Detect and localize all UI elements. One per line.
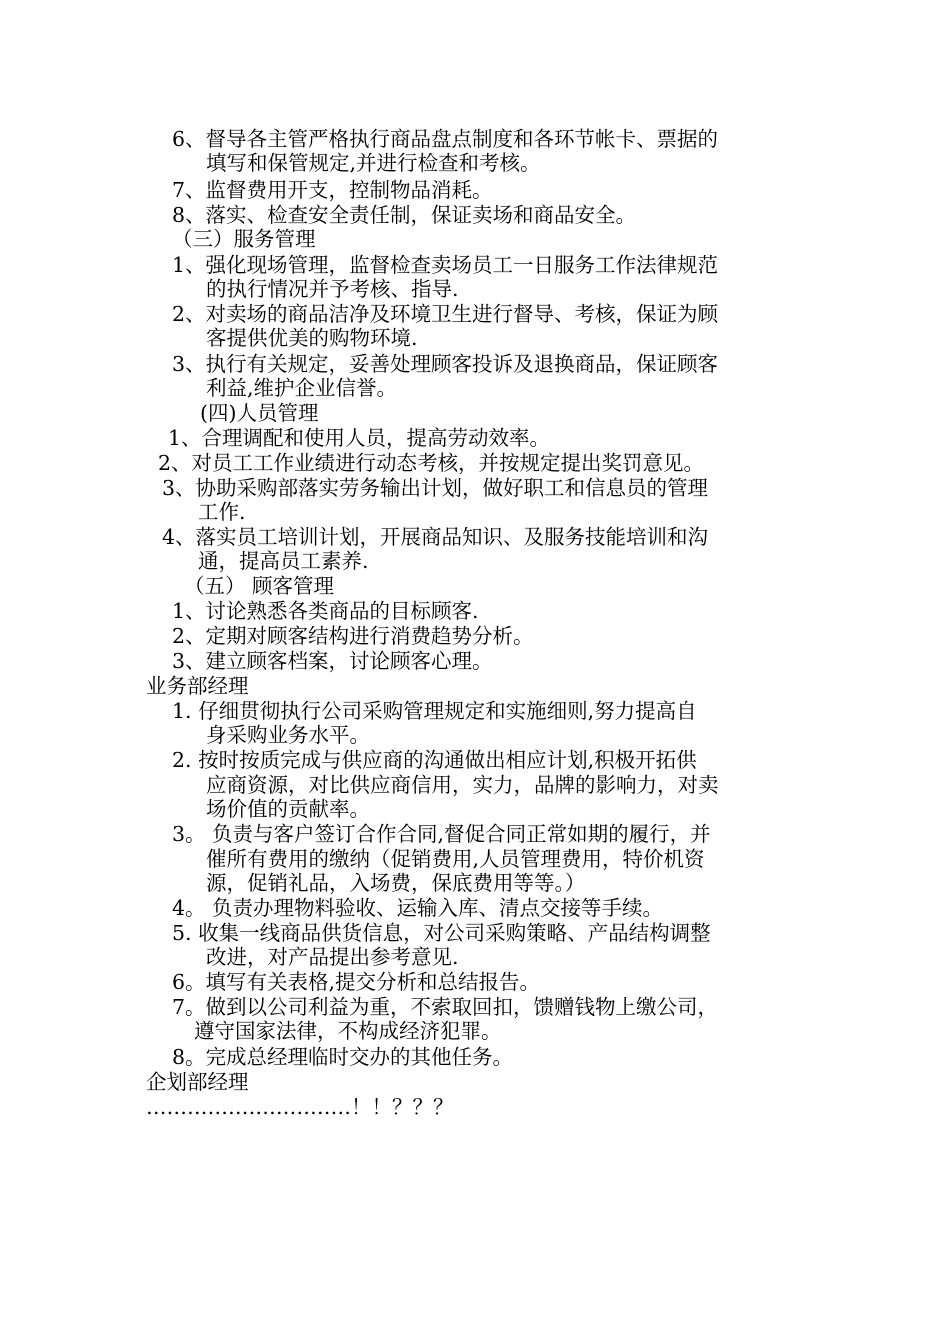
planning-manager-heading: 企划部经理 — [146, 1070, 249, 1094]
personnel-item-4-line-1: 4、落实员工培训计划，开展商品知识、及服务技能培训和沟 — [162, 525, 709, 549]
business-item-2-line-3: 场价值的贡献率。 — [206, 797, 370, 821]
business-item-1-line-2: 身采购业务水平。 — [206, 723, 370, 747]
business-item-3-line-1: 3。 负责与客户签订合作合同,督促合同正常如期的履行，并 — [172, 822, 711, 846]
business-item-6: 6。填写有关表格,提交分析和总结报告。 — [172, 970, 541, 994]
sales-item-6-line-1: 6、督导各主管严格执行商品盘点制度和各环节帐卡、票据的 — [172, 127, 719, 151]
business-item-3-line-2: 催所有费用的缴纳（促销费用,人员管理费用，特价机资 — [206, 847, 705, 871]
personnel-item-3-line-2: 工作. — [198, 500, 246, 524]
service-heading: （三）服务管理 — [172, 227, 316, 251]
service-item-2-line-2: 客提供优美的购物环境. — [206, 326, 418, 350]
business-item-7-line-1: 7。做到以公司利益为重，不索取回扣，馈赠钱物上缴公司， — [172, 995, 719, 1019]
business-item-8: 8。完成总经理临时交办的其他任务。 — [172, 1045, 514, 1069]
personnel-item-2: 2、对员工工作业绩进行动态考核，并按规定提出奖罚意见。 — [158, 451, 705, 475]
personnel-item-1: 1、合理调配和使用人员，提高劳动效率。 — [168, 426, 551, 450]
personnel-item-4-line-2: 通，提高员工素养. — [198, 549, 369, 573]
business-item-2-line-1: 2. 按时按质完成与供应商的沟通做出相应计划,积极开拓供 — [172, 748, 697, 772]
service-item-1-line-1: 1、强化现场管理，监督检查卖场员工一日服务工作法律规范 — [172, 253, 719, 277]
business-item-7-line-2: 遵守国家法律，不构成经济犯罪。 — [194, 1019, 502, 1043]
customer-item-1: 1、讨论熟悉各类商品的目标顾客. — [172, 599, 479, 623]
sales-item-6-line-2: 填写和保管规定,并进行检查和考核。 — [206, 151, 541, 175]
customer-heading: （五） 顾客管理 — [184, 574, 335, 598]
personnel-item-3-line-1: 3、协助采购部落实劳务输出计划，做好职工和信息员的管理 — [162, 476, 709, 500]
service-item-3-line-1: 3、执行有关规定，妥善处理顾客投诉及退换商品，保证顾客 — [172, 352, 719, 376]
business-item-2-line-2: 应商资源，对比供应商信用，实力，品牌的影响力，对卖 — [206, 773, 719, 797]
business-item-5-line-1: 5. 收集一线商品供货信息，对公司采购策略、产品结构调整 — [172, 921, 711, 945]
business-item-4: 4。 负责办理物料验收、运输入库、清点交接等手续。 — [172, 896, 664, 920]
planning-manager-text: …………………………！！？？？ — [146, 1095, 454, 1119]
business-item-3-line-3: 源，促销礼品，入场费，保底费用等等。） — [206, 871, 586, 895]
sales-item-7: 7、监督费用开支，控制物品消耗。 — [172, 178, 493, 202]
business-manager-heading: 业务部经理 — [146, 674, 249, 698]
customer-item-3: 3、建立顾客档案，讨论顾客心理。 — [172, 649, 493, 673]
business-item-1-line-1: 1. 仔细贯彻执行公司采购管理规定和实施细则,努力提高自 — [172, 699, 697, 723]
service-item-2-line-1: 2、对卖场的商品洁净及环境卫生进行督导、考核，保证为顾 — [172, 302, 719, 326]
business-item-5-line-2: 改进，对产品提出参考意见. — [206, 945, 459, 969]
service-item-1-line-2: 的执行情况并予考核、指导. — [206, 277, 459, 301]
service-item-3-line-2: 利益,维护企业信誉。 — [206, 376, 398, 400]
sales-item-8: 8、落实、检查安全责任制，保证卖场和商品安全。 — [172, 203, 637, 227]
personnel-heading: (四)人员管理 — [200, 401, 319, 425]
customer-item-2: 2、定期对顾客结构进行消费趋势分析。 — [172, 624, 534, 648]
